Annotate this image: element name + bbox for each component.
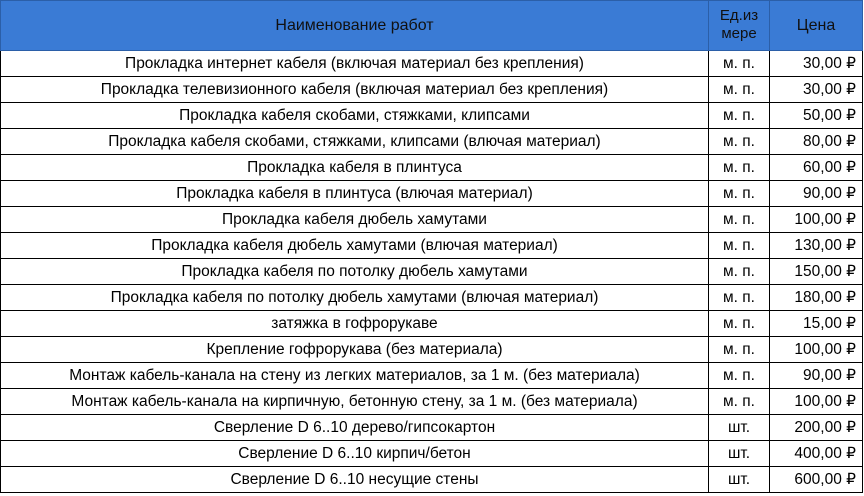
table-body (1, 51, 863, 493)
cell-price: 150,00 ₽ (770, 259, 863, 285)
cell-unit: м. п. (709, 103, 770, 129)
cell-unit: м. п. (709, 389, 770, 415)
cell-price: 90,00 ₽ (770, 181, 863, 207)
cell-price: 60,00 ₽ (770, 155, 863, 181)
cell-name: Монтаж кабель-канала на кирпичную, бетонную стену, за 1 м. (без материала) (1, 389, 709, 415)
table-row (1, 129, 863, 155)
cell-name: Прокладка телевизионного кабеля (включая материал без крепления) (1, 77, 709, 103)
table-row (1, 441, 863, 467)
cell-price: 15,00 ₽ (770, 311, 863, 337)
cell-name: затяжка в гофрорукаве (1, 311, 709, 337)
table-row (1, 363, 863, 389)
cell-unit: шт. (709, 415, 770, 441)
cell-price: 90,00 ₽ (770, 363, 863, 389)
table-row (1, 415, 863, 441)
cell-unit: м. п. (709, 311, 770, 337)
cell-unit: м. п. (709, 207, 770, 233)
cell-price: 100,00 ₽ (770, 389, 863, 415)
cell-name: Сверление D 6..10 дерево/гипсокартон (1, 415, 709, 441)
cell-name: Монтаж кабель-канала на стену из легких материалов, за 1 м. (без материала) (1, 363, 709, 389)
table-row (1, 337, 863, 363)
cell-price: 80,00 ₽ (770, 129, 863, 155)
cell-unit: м. п. (709, 77, 770, 103)
cell-price: 50,00 ₽ (770, 103, 863, 129)
cell-price: 30,00 ₽ (770, 77, 863, 103)
cell-unit: м. п. (709, 259, 770, 285)
column-header-name: Наименование работ (1, 1, 709, 51)
cell-name: Прокладка кабеля скобами, стяжками, клипсами (1, 103, 709, 129)
cell-unit: м. п. (709, 363, 770, 389)
cell-price: 400,00 ₽ (770, 441, 863, 467)
cell-name: Прокладка кабеля по потолку дюбель хамутами (1, 259, 709, 285)
cell-name: Прокладка кабеля дюбель хамутами (1, 207, 709, 233)
cell-name: Прокладка кабеля в плинтуса (1, 155, 709, 181)
table-row (1, 155, 863, 181)
cell-price: 180,00 ₽ (770, 285, 863, 311)
column-header-unit: Ед.из мере (709, 1, 770, 51)
cell-name: Крепление гофрорукава (без материала) (1, 337, 709, 363)
table-row (1, 103, 863, 129)
cell-name: Прокладка кабеля скобами, стяжками, клипсами (влючая материал) (1, 129, 709, 155)
cell-name: Сверление D 6..10 кирпич/бетон (1, 441, 709, 467)
cell-name: Прокладка кабеля по потолку дюбель хамутами (влючая материал) (1, 285, 709, 311)
table-row (1, 389, 863, 415)
cell-unit: м. п. (709, 129, 770, 155)
cell-unit: м. п. (709, 233, 770, 259)
cell-name: Сверление D 6..10 несущие стены (1, 467, 709, 493)
cell-price: 100,00 ₽ (770, 207, 863, 233)
cell-unit: м. п. (709, 51, 770, 77)
table-row (1, 285, 863, 311)
cell-price: 130,00 ₽ (770, 233, 863, 259)
cell-price: 200,00 ₽ (770, 415, 863, 441)
cell-name: Прокладка кабеля в плинтуса (влючая материал) (1, 181, 709, 207)
cell-unit: шт. (709, 441, 770, 467)
table-row (1, 181, 863, 207)
table-row (1, 259, 863, 285)
table-row (1, 467, 863, 493)
cell-unit: м. п. (709, 155, 770, 181)
header-row (1, 1, 863, 51)
cell-name: Прокладка интернет кабеля (включая материал без крепления) (1, 51, 709, 77)
table-row (1, 233, 863, 259)
table-row (1, 51, 863, 77)
table-row (1, 77, 863, 103)
table-row (1, 311, 863, 337)
cell-unit: м. п. (709, 181, 770, 207)
cell-name: Прокладка кабеля дюбель хамутами (влючая материал) (1, 233, 709, 259)
cell-unit: шт. (709, 467, 770, 493)
cell-unit: м. п. (709, 285, 770, 311)
cell-price: 30,00 ₽ (770, 51, 863, 77)
table-row (1, 207, 863, 233)
column-header-price: Цена (770, 1, 863, 51)
cell-unit: м. п. (709, 337, 770, 363)
cell-price: 600,00 ₽ (770, 467, 863, 493)
table-header (1, 1, 863, 51)
cell-price: 100,00 ₽ (770, 337, 863, 363)
